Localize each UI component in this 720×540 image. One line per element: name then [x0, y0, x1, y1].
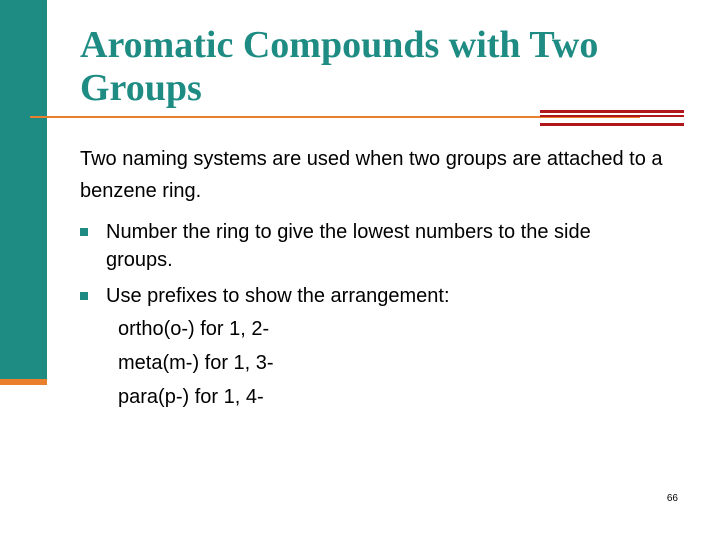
prefix-ortho: ortho(o-) for 1, 2- — [118, 318, 270, 340]
bullet-text: Use prefixes to show the arrangement: — [106, 285, 450, 307]
bullet-item-prefixes — [80, 282, 660, 414]
prefix-list — [118, 312, 660, 414]
left-accent-stripe — [0, 379, 47, 385]
square-bullet-icon — [80, 292, 88, 300]
bullet-text: Number the ring to give the lowest numbers to the side groups. — [106, 221, 591, 271]
square-bullet-icon — [80, 228, 88, 236]
prefix-para: para(p-) for 1, 4- — [118, 386, 264, 408]
bullet-item-numbering — [80, 218, 660, 274]
bullet-list — [80, 218, 660, 414]
slide-title: Aromatic Compounds with Two Groups — [80, 24, 599, 109]
intro-paragraph: Two naming systems are used when two groups are attached to a benzene ring. — [80, 148, 663, 202]
prefix-meta: meta(m-) for 1, 3- — [118, 352, 274, 374]
title-underline-accent — [540, 110, 684, 126]
left-accent-bar — [0, 0, 47, 380]
page-number: 66 — [666, 493, 678, 504]
